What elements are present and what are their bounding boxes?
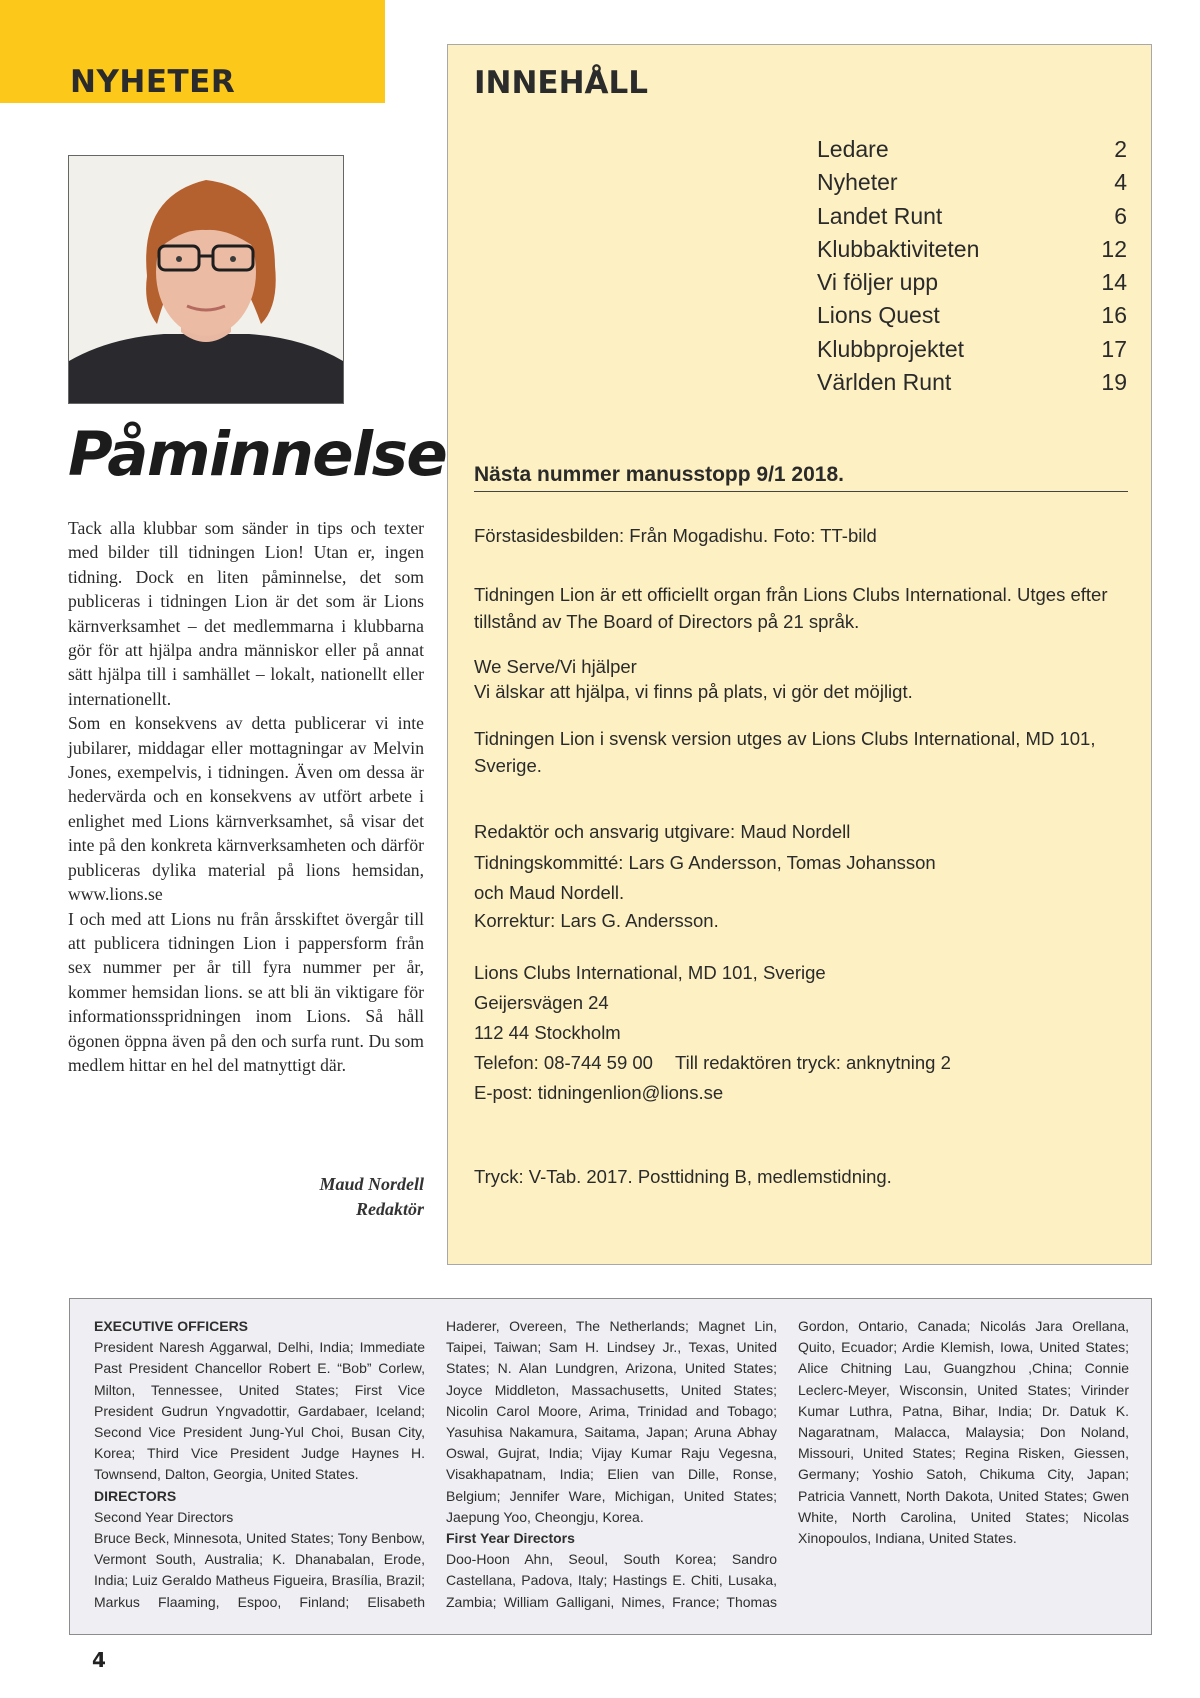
section-header <box>0 0 385 103</box>
toc-item[interactable] <box>817 166 1127 199</box>
toc-item[interactable] <box>817 200 1127 233</box>
editor-line: Redaktör och ansvarig utgivare: Maud Nordell <box>474 821 851 842</box>
signature-name: Maud Nordell <box>319 1174 424 1194</box>
address-line: 112 44 Stockholm <box>474 1022 621 1043</box>
toc-label: Lions Quest <box>817 302 940 329</box>
toc-item[interactable] <box>817 333 1127 366</box>
toc-item[interactable] <box>817 233 1127 266</box>
phone-extension-note: Till redaktören tryck: anknytning 2 <box>674 1052 951 1073</box>
exec-officers-text: President Naresh Aggarwal, Delhi, India; Immediate Past President Chancellor Robert E. “Bob” Corlew, Milton, Tennessee, United States; First Vice President Gudrun Yngvadottir, Gardabaer, Iceland; Second Vice President Jung-Yul Choi, Busan City, Korea; Third Vice President Judge Haynes H. Townsend, Dalton, Georgia, United States. <box>94 1339 425 1483</box>
portrait-illustration <box>69 156 343 403</box>
proofreader-line: Korrektur: Lars G. Andersson. <box>474 910 719 931</box>
toc-label: Klubbprojektet <box>817 335 965 362</box>
toc-label: Världen Runt <box>817 369 952 396</box>
contents-title: INNEHÅLL <box>474 65 649 101</box>
committee-line: och Maud Nordell. <box>474 882 625 903</box>
first-year-text: Doo-Hoon Ahn, Seoul, South Korea; Sandro Castellana, Padova, Italy; Hastings E. Chiti, Lusaka, Zambia; William Galligani, Nimes, France; Thomas Gordon, Ontario, Canada; Nicolás Jara Orellana, Quito, Ecuador; Ardie Klemish, Iowa, United States; Alice Chitning Lau, Guangzhou ,China; Connie Leclerc-Meyer, Wisconsin, United States; Virinder Kumar Luthra, Patna, Bihar, India; Dr. Datuk K. Nagaratnam, Malacca, Malaysia; Don Noland, Missouri, United States; Regina Risken, Giessen, Germany; Yoshio Satoh, Chikuma City, Japan; Patricia Vannett, North Dakota, United States; Gwen White, North Carolina, United States; Nicolas Xinopoulos, Indiana, United States. <box>446 1318 1129 1610</box>
toc-item[interactable] <box>817 266 1127 299</box>
second-year-heading: Second Year Directors <box>94 1508 234 1525</box>
toc-item[interactable] <box>817 133 1127 166</box>
directors-heading: DIRECTORS <box>94 1487 177 1504</box>
address-line: Lions Clubs International, MD 101, Sverige <box>474 962 826 983</box>
motto-line: Vi älskar att hjälpa, vi finns på plats, vi gör det möjligt. <box>474 681 913 702</box>
author-photo <box>68 155 344 404</box>
exec-officers-heading: EXECUTIVE OFFICERS <box>94 1318 249 1334</box>
toc-label: Ledare <box>817 136 889 162</box>
first-year-heading: First Year Directors <box>446 1530 575 1547</box>
toc-page: 19 <box>1101 369 1127 396</box>
directors-flow <box>94 1316 1129 1616</box>
toc-label: Landet Runt <box>817 202 943 229</box>
article-headline: Påminnelse <box>68 419 447 490</box>
toc-page: 16 <box>1101 302 1127 329</box>
article-signature <box>240 1172 424 1222</box>
article-paragraph: Som en konsekvens av detta publicerar vi inte jubilarer, middagar eller mottagningar av Melvin Jones, exempelvis, i tidningen. Även om dessa är hedervärda och en konsekvens av utfört arbete i enlighet med Lions kärnverksamhet, så visar det inte på den konkreta kärnverksamheten och därför publiceras dylika material på lions hemsidan, www.lions.se <box>68 713 424 905</box>
table-of-contents <box>817 133 1127 399</box>
toc-item[interactable] <box>817 366 1127 399</box>
motto-line: We Serve/Vi hjälper <box>474 656 637 677</box>
toc-page: 17 <box>1101 335 1127 362</box>
phone-line <box>474 1049 1134 1076</box>
publication-statement: Tidningen Lion är ett officiellt organ från Lions Clubs International. Utges efter tillstånd av The Board of Directors på 21 språk. <box>474 584 1108 632</box>
cover-credit: Förstasidesbilden: Från Mogadishu. Foto: TT-bild <box>474 525 877 546</box>
section-label: NYHETER <box>70 64 236 100</box>
officers-directors-box <box>69 1298 1152 1635</box>
page-number: 4 <box>92 1648 106 1672</box>
next-issue-deadline: Nästa nummer manusstopp 9/1 2018. <box>474 463 1128 492</box>
toc-label: Vi följer upp <box>817 269 939 296</box>
article-paragraph: I och med att Lions nu från årsskiftet övergår till att publicera tidningen Lion i pappersform från sex nummer per år till fyra nummer per år, kommer hemsidan lions. se att bli än viktigare för informationsspridningen inom Lions. Så håll ögonen öppna även på den och surfa runt. Du som medlem hittar en hel del matnyttigt där. <box>68 908 424 1075</box>
toc-page: 2 <box>1114 136 1127 162</box>
signature-title: Redaktör <box>355 1199 424 1219</box>
email-line[interactable]: E-post: tidningenlion@lions.se <box>474 1082 724 1103</box>
phone-number: Telefon: 08-744 59 00 <box>474 1052 653 1073</box>
second-year-text: Bruce Beck, Minnesota, United States; Tony Benbow, Vermont South, Australia; K. Dhanabalan, Erode, India; Luiz Geraldo Matheus Figueira, Brasília, Brazil; Markus Flaaming, Espoo, Finland; Elisabeth Haderer, Overeen, The Netherlands; Magnet Lin, Taipei, Taiwan; Sam H. Lindsey Jr., Texas, United States; N. Alan Lundgren, Arizona, United States; Joyce Middleton, Massachusetts, United States; Nicolin Carol Moore, Arima, Trinidad and Tobago; Yasuhisa Nakamura, Saitama, Japan; Aruna Abhay Oswal, Gujrat, India; Vijay Kumar Raju Vegesna, Visakhapatnam, India; Elien van Dille, Ronse, Belgium; Jennifer Ware, Michigan, United States; Jaepung Yoo, Cheongju, Korea. <box>94 1318 777 1610</box>
article-body <box>68 516 424 1077</box>
toc-label: Nyheter <box>817 169 898 196</box>
toc-page: 4 <box>1114 169 1127 196</box>
toc-page: 6 <box>1114 202 1127 229</box>
print-info: Tryck: V-Tab. 2017. Posttidning B, medlemstidning. <box>474 1166 892 1187</box>
toc-page: 12 <box>1101 235 1127 262</box>
swedish-version-statement: Tidningen Lion i svensk version utges av Lions Clubs International, MD 101, Sverige. <box>474 728 1096 776</box>
contents-box <box>447 44 1152 1265</box>
toc-label: Klubbaktiviteten <box>817 235 980 262</box>
address-line: Geijersvägen 24 <box>474 992 609 1013</box>
toc-page: 14 <box>1101 269 1127 296</box>
toc-item[interactable] <box>817 299 1127 332</box>
committee-line: Tidningskommitté: Lars G Andersson, Tomas Johansson <box>474 852 936 873</box>
article-paragraph: Tack alla klubbar som sänder in tips och texter med bilder till tidningen Lion! Utan er, ingen tidning. Dock en liten påminnelse, det som publiceras i tidningen Lion är det som är Lions kärnverksamhet – det medlemmarna i klubbarna gör för att hjälpa andra människor eller på annat sätt hjälpa till i samhället – lokalt, nationellt eller internationellt. <box>68 518 424 709</box>
